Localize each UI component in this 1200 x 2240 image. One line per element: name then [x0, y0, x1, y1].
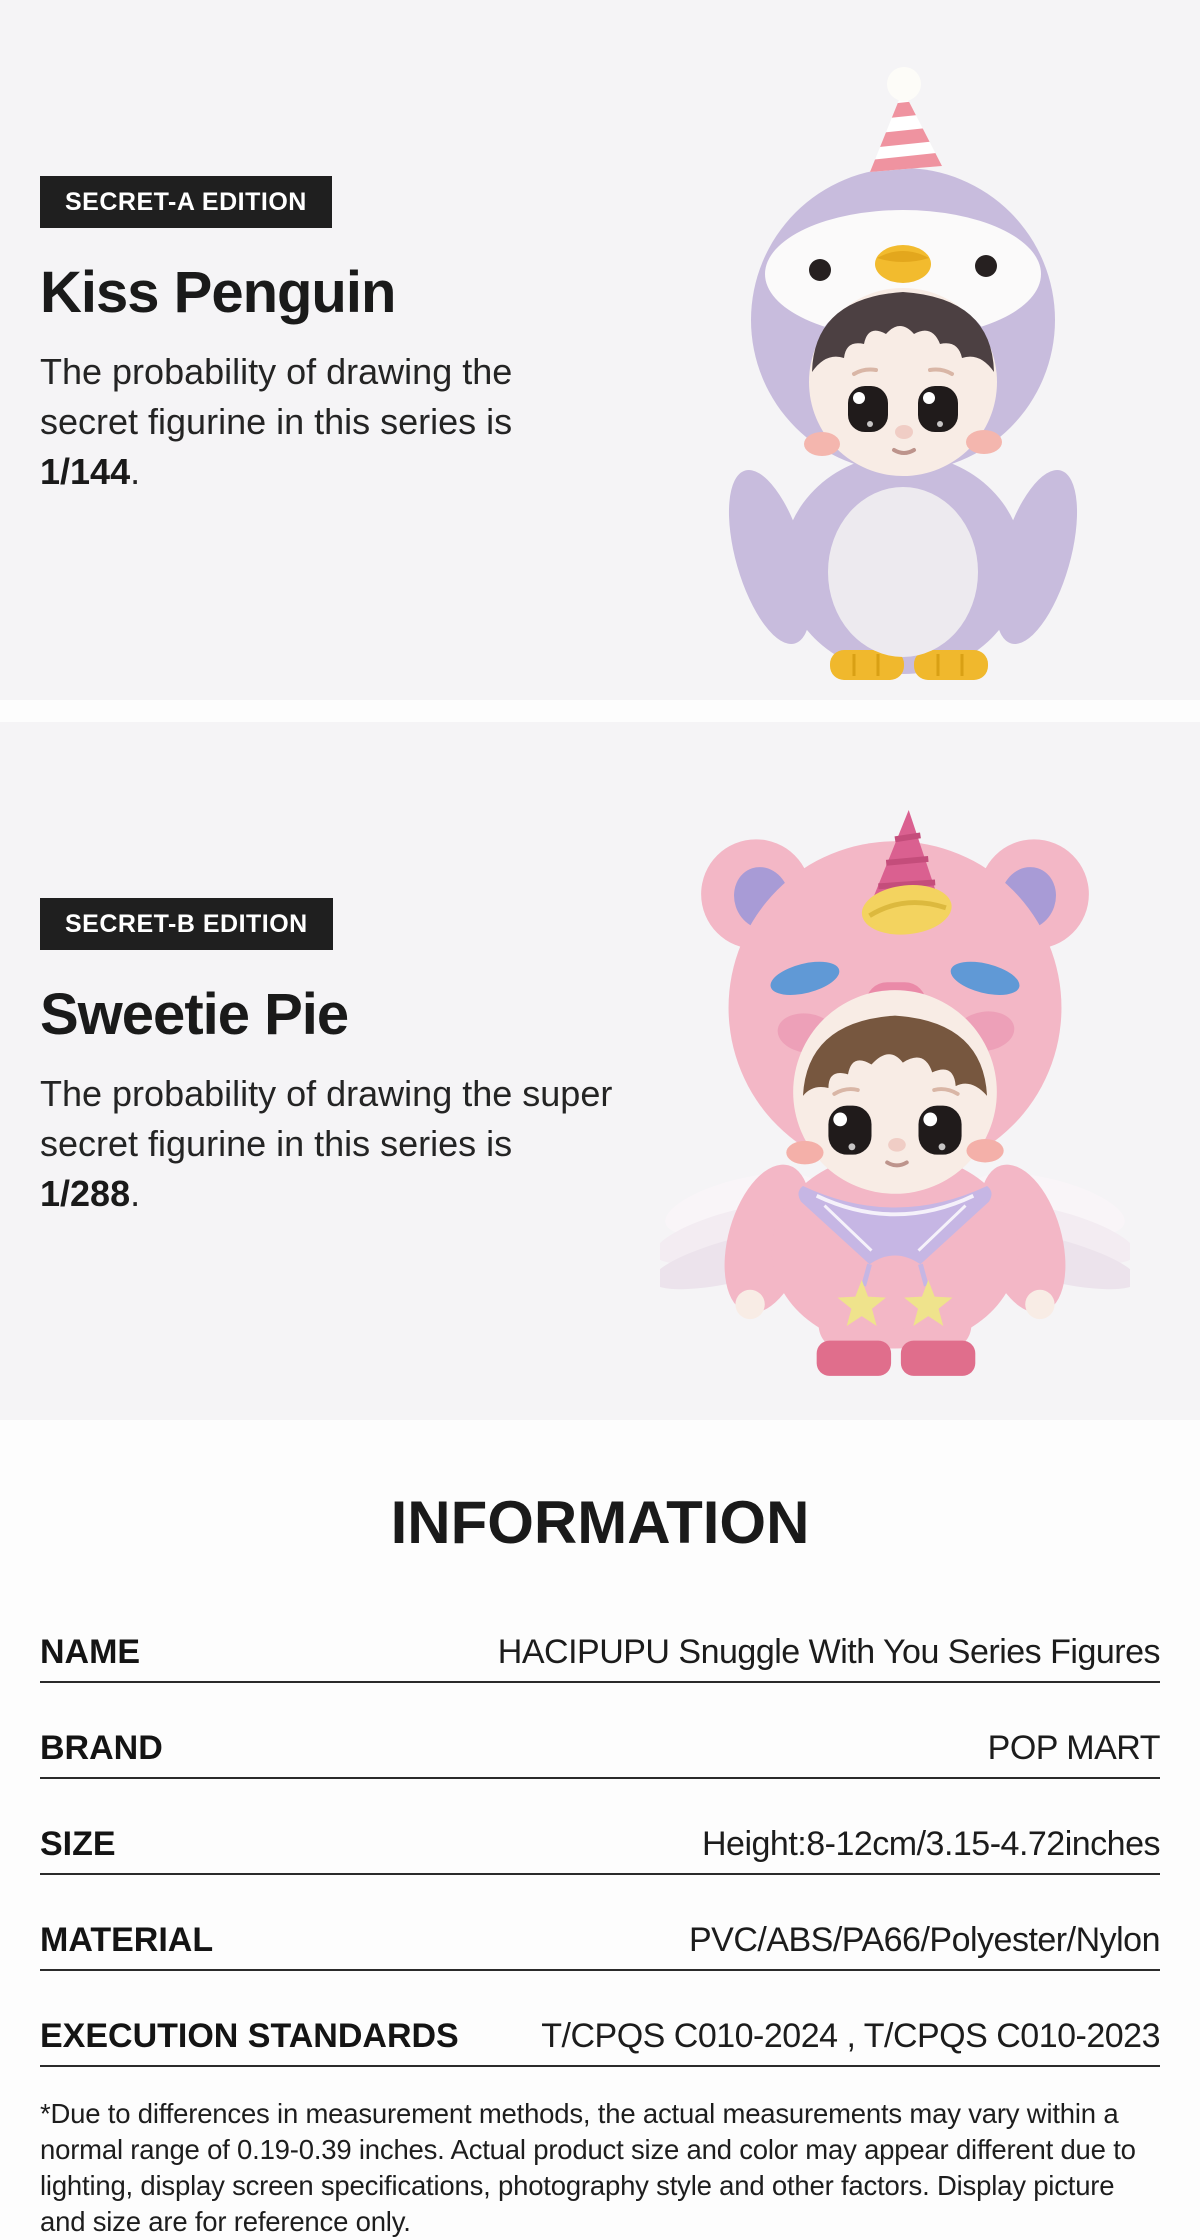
- probability-value: 1/144: [40, 450, 131, 492]
- information-table: [40, 1570, 1160, 2067]
- secret-a-title: Kiss Penguin: [40, 260, 396, 325]
- table-row-name: [40, 1570, 1160, 1683]
- secret-a-section: [0, 0, 1200, 700]
- kiss-penguin-figure: [718, 52, 1088, 682]
- penguin-body: [718, 454, 1088, 680]
- information-section: [0, 1420, 1200, 2238]
- penguin-beak: [875, 245, 931, 283]
- measurement-disclaimer: *Due to differences in measurement methods, the actual measurements may vary within a normal range of 0.19-0.39 inches. Actual product size and color may appear different due to lighting, display screen specifications, photography style and other factors. Display picture and size are for reference only.: [40, 2098, 1136, 2237]
- table-row-material: [40, 1875, 1160, 1971]
- right-boot: [901, 1341, 975, 1376]
- secret-a-copy: [40, 176, 615, 497]
- probability-value: 1/288: [40, 1172, 131, 1214]
- secret-a-badge: SECRET-A EDITION: [40, 176, 332, 228]
- row-label: SIZE: [40, 1825, 116, 1863]
- row-value: T/CPQS C010-2024 , T/CPQS C010-2023: [541, 2017, 1160, 2055]
- penguin-belly: [828, 487, 978, 657]
- left-blush: [804, 432, 840, 456]
- row-label: EXECUTION STANDARDS: [40, 2017, 459, 2055]
- nose: [888, 1138, 906, 1152]
- penguin-right-foot: [914, 650, 988, 680]
- right-hand: [1025, 1290, 1054, 1319]
- row-value: PVC/ABS/PA66/Polyester/Nylon: [688, 1921, 1160, 1959]
- nose: [895, 425, 913, 439]
- table-row-brand: [40, 1683, 1160, 1779]
- row-value: HACIPUPU Snuggle With You Series Figures: [497, 1633, 1160, 1671]
- party-hat: [842, 67, 973, 181]
- row-value: Height:8-12cm/3.15-4.72inches: [702, 1825, 1160, 1863]
- row-value: POP MART: [987, 1729, 1160, 1767]
- row-label: BRAND: [40, 1729, 163, 1767]
- table-row-execution-standards: [40, 1971, 1160, 2067]
- row-label: MATERIAL: [40, 1921, 214, 1959]
- secret-a-description: [40, 347, 615, 497]
- left-blush: [786, 1141, 823, 1165]
- sweetie-pie-figure: [660, 800, 1130, 1378]
- probability-period: .: [130, 450, 141, 492]
- probability-period: .: [130, 1172, 141, 1214]
- probability-text: The probability of drawing the super secret figurine in this series is: [40, 1072, 613, 1164]
- secret-b-description: [40, 1069, 615, 1219]
- information-heading: INFORMATION: [390, 1489, 810, 1556]
- probability-text: The probability of drawing the secret figurine in this series is: [40, 350, 513, 442]
- left-boot: [817, 1341, 891, 1376]
- left-hand: [735, 1290, 764, 1319]
- right-blush: [966, 1139, 1003, 1163]
- secret-b-title: Sweetie Pie: [40, 982, 349, 1047]
- secret-b-badge: SECRET-B EDITION: [40, 898, 333, 950]
- right-blush: [966, 430, 1002, 454]
- secret-b-copy: [40, 898, 615, 1219]
- table-row-size: [40, 1779, 1160, 1875]
- row-label: NAME: [40, 1633, 141, 1671]
- secret-b-section: [0, 722, 1200, 1420]
